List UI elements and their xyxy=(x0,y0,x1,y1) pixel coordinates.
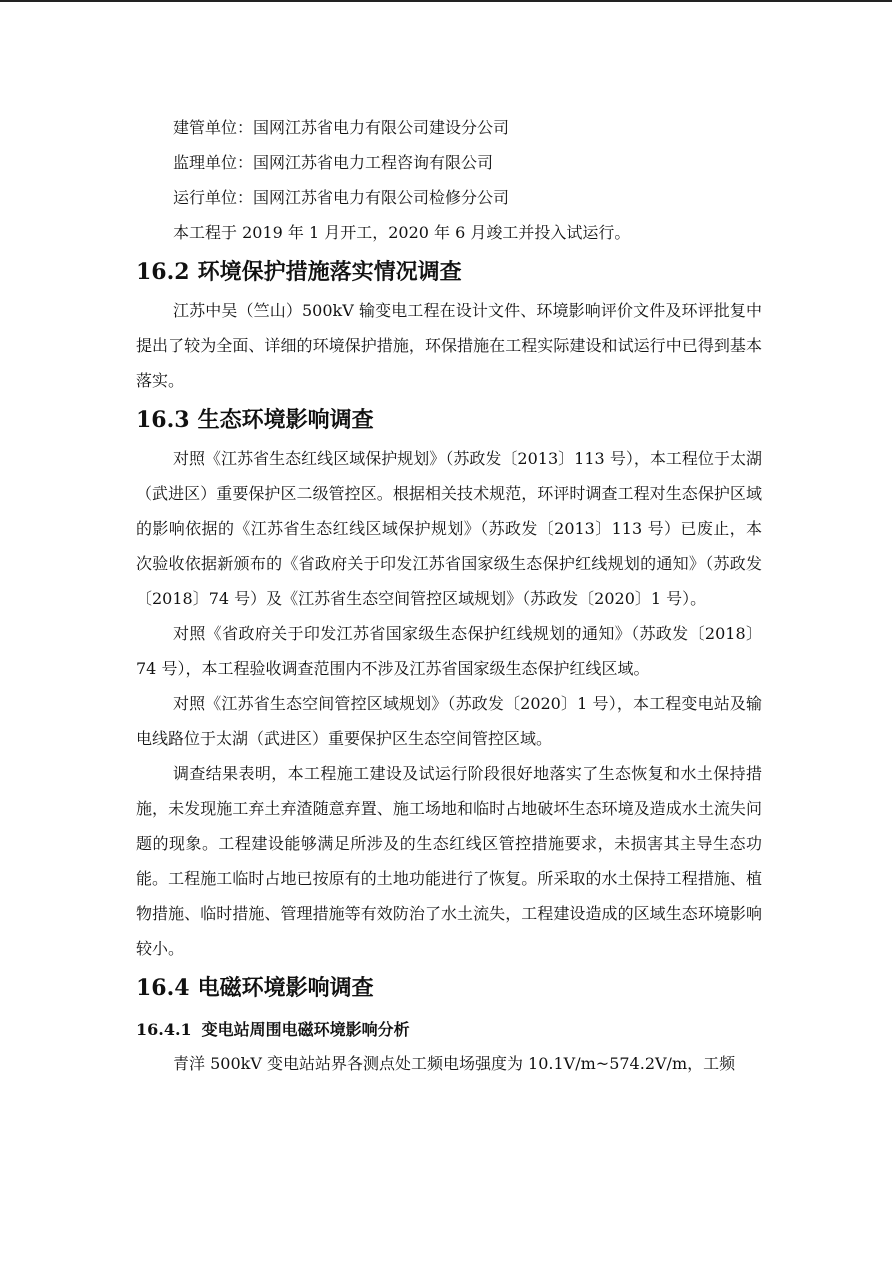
section-number: 16.4 xyxy=(136,975,190,1001)
document-page xyxy=(136,110,762,1081)
section-16-2-heading xyxy=(136,252,762,292)
section-title: 环境保护措施落实情况调查 xyxy=(197,259,462,285)
paragraph: 调查结果表明，本工程施工建设及试运行阶段很好地落实了生态恢复和水土保持措施，未发现施工弃土弃渣随意弃置、施工场地和临时占地破坏生态环境及造成水土流失问题的现象。工程建设能够满足所涉及的生态红线区管控措施要求，未损害其主导生态功能。工程施工临时占地已按原有的土地功能进行了恢复。所采取的水土保持工程措施、植物措施、临时措施、管理措施等有效防治了水土流失，工程建设造成的区域生态环境影响较小。 xyxy=(136,764,762,958)
paragraph: 对照《江苏省生态红线区域保护规划》（苏政发〔2013〕113 号），本工程位于太湖（武进区）重要保护区二级管控区。根据相关技术规范，环评时调查工程对生态保护区域的影响依据的《江苏省生态红线区域保护规划》（苏政发〔2013〕113 号）已废止，本次验收依据新颁布的《省政府关于印发江苏省国家级生态保护红线规划的通知》（苏政发〔2018〕74 号）及《江苏省生态空间管控区域规划》（苏政发〔2020〕1 号）。 xyxy=(136,449,762,608)
paragraph: 青洋 500kV 变电站站界各测点处工频电场强度为 10.1V/m~574.2V/m，工频 xyxy=(173,1054,736,1073)
section-16-4-heading xyxy=(136,968,762,1008)
project-info xyxy=(136,110,762,250)
section-number: 16.3 xyxy=(136,407,190,433)
subsection-title: 变电站周围电磁环境影响分析 xyxy=(201,1020,410,1039)
schedule-line: 本工程于 2019 年 1 月开工，2020 年 6 月竣工并投入试运行。 xyxy=(173,223,631,242)
section-16-3-heading xyxy=(136,400,762,440)
paragraph: 对照《江苏省生态空间管控区域规划》（苏政发〔2020〕1 号），本工程变电站及输电线路位于太湖（武进区）重要保护区生态空间管控区域。 xyxy=(136,694,762,748)
paragraph: 对照《省政府关于印发江苏省国家级生态保护红线规划的通知》（苏政发〔2018〕74 号），本工程验收调查范围内不涉及江苏省国家级生态保护红线区域。 xyxy=(136,624,762,678)
section-number: 16.2 xyxy=(136,259,190,285)
operation-unit-line: 运行单位：国网江苏省电力有限公司检修分公司 xyxy=(173,188,510,207)
section-title: 生态环境影响调查 xyxy=(197,407,374,433)
subsection-16-4-1-heading xyxy=(136,1014,762,1046)
section-title: 电磁环境影响调查 xyxy=(197,975,374,1001)
supervision-unit-line: 监理单位：国网江苏省电力工程咨询有限公司 xyxy=(173,153,494,172)
paragraph: 江苏中吴（竺山）500kV 输变电工程在设计文件、环境影响评价文件及环评批复中提出了较为全面、详细的环境保护措施，环保措施在工程实际建设和试运行中已得到基本落实。 xyxy=(136,301,762,390)
page-top-border xyxy=(0,0,892,2)
subsection-number: 16.4.1 xyxy=(136,1020,192,1039)
construction-unit-line: 建管单位：国网江苏省电力有限公司建设分公司 xyxy=(173,118,510,137)
